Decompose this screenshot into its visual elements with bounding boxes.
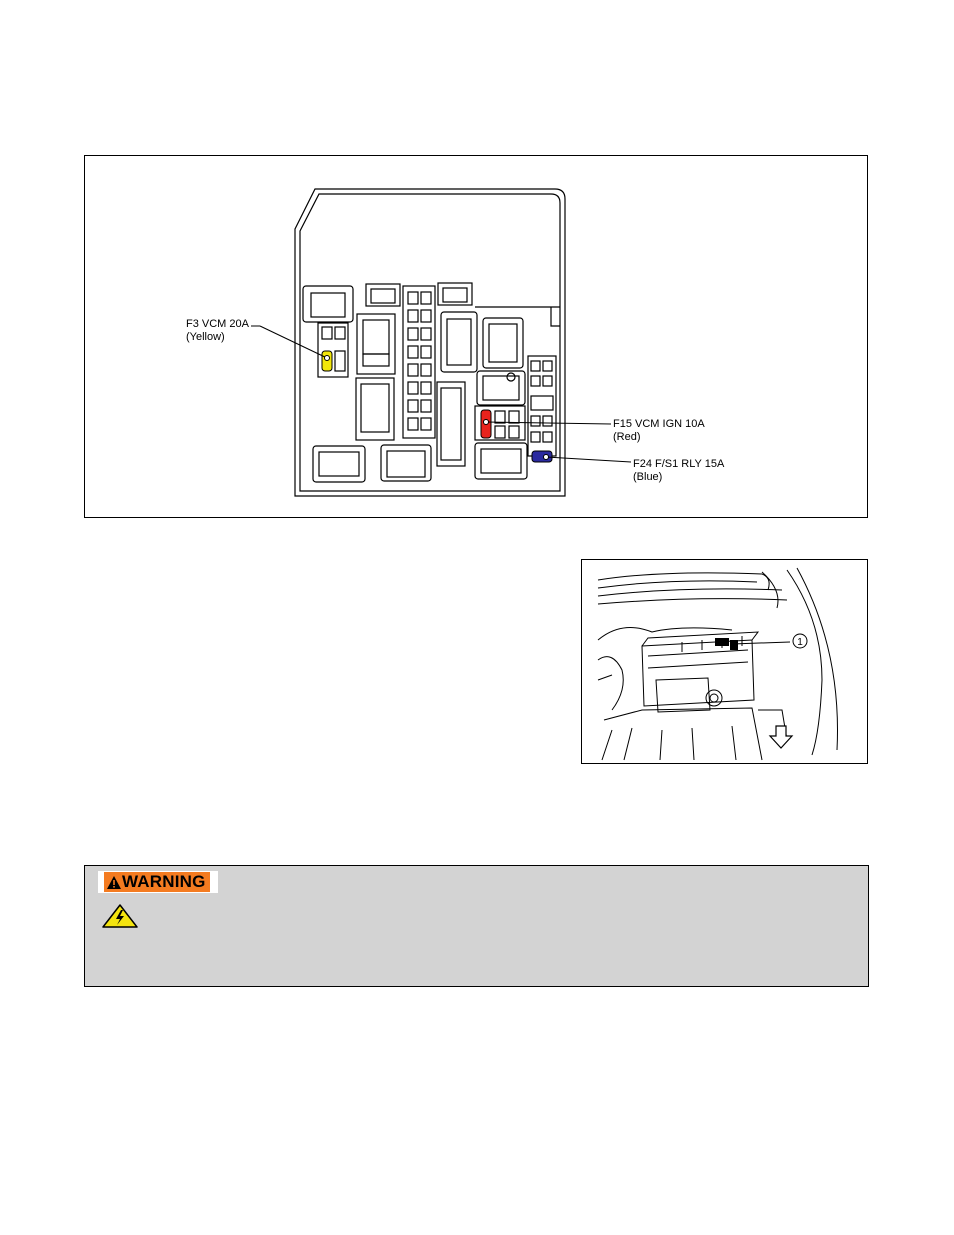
- electrical-hazard-icon: [101, 903, 139, 929]
- warning-label: WARNING: [122, 872, 206, 891]
- warning-triangle-icon: [106, 875, 122, 890]
- fuse-f24-blue: [532, 451, 552, 462]
- warning-badge: [98, 871, 218, 893]
- callout-f15-color: (Red): [613, 431, 641, 443]
- callout-f24-color: (Blue): [633, 471, 663, 483]
- engine-drawing: [582, 560, 869, 765]
- engine-compartment-figure: [581, 559, 868, 764]
- callout-f3: [186, 318, 249, 344]
- engine-callout-number: 1: [797, 637, 803, 648]
- fuse-box-figure: [84, 155, 868, 518]
- callout-f24: [633, 458, 724, 484]
- callout-f24-name: F24 F/S1 RLY 15A: [633, 458, 725, 470]
- callout-f15-name: F15 VCM IGN 10A: [613, 418, 705, 430]
- callout-f15: [613, 418, 705, 444]
- callout-f3-color: (Yellow): [186, 331, 225, 343]
- warning-box: [84, 865, 869, 987]
- front-direction-arrow-icon: [770, 726, 792, 748]
- callout-f3-name: F3 VCM 20A: [186, 318, 249, 330]
